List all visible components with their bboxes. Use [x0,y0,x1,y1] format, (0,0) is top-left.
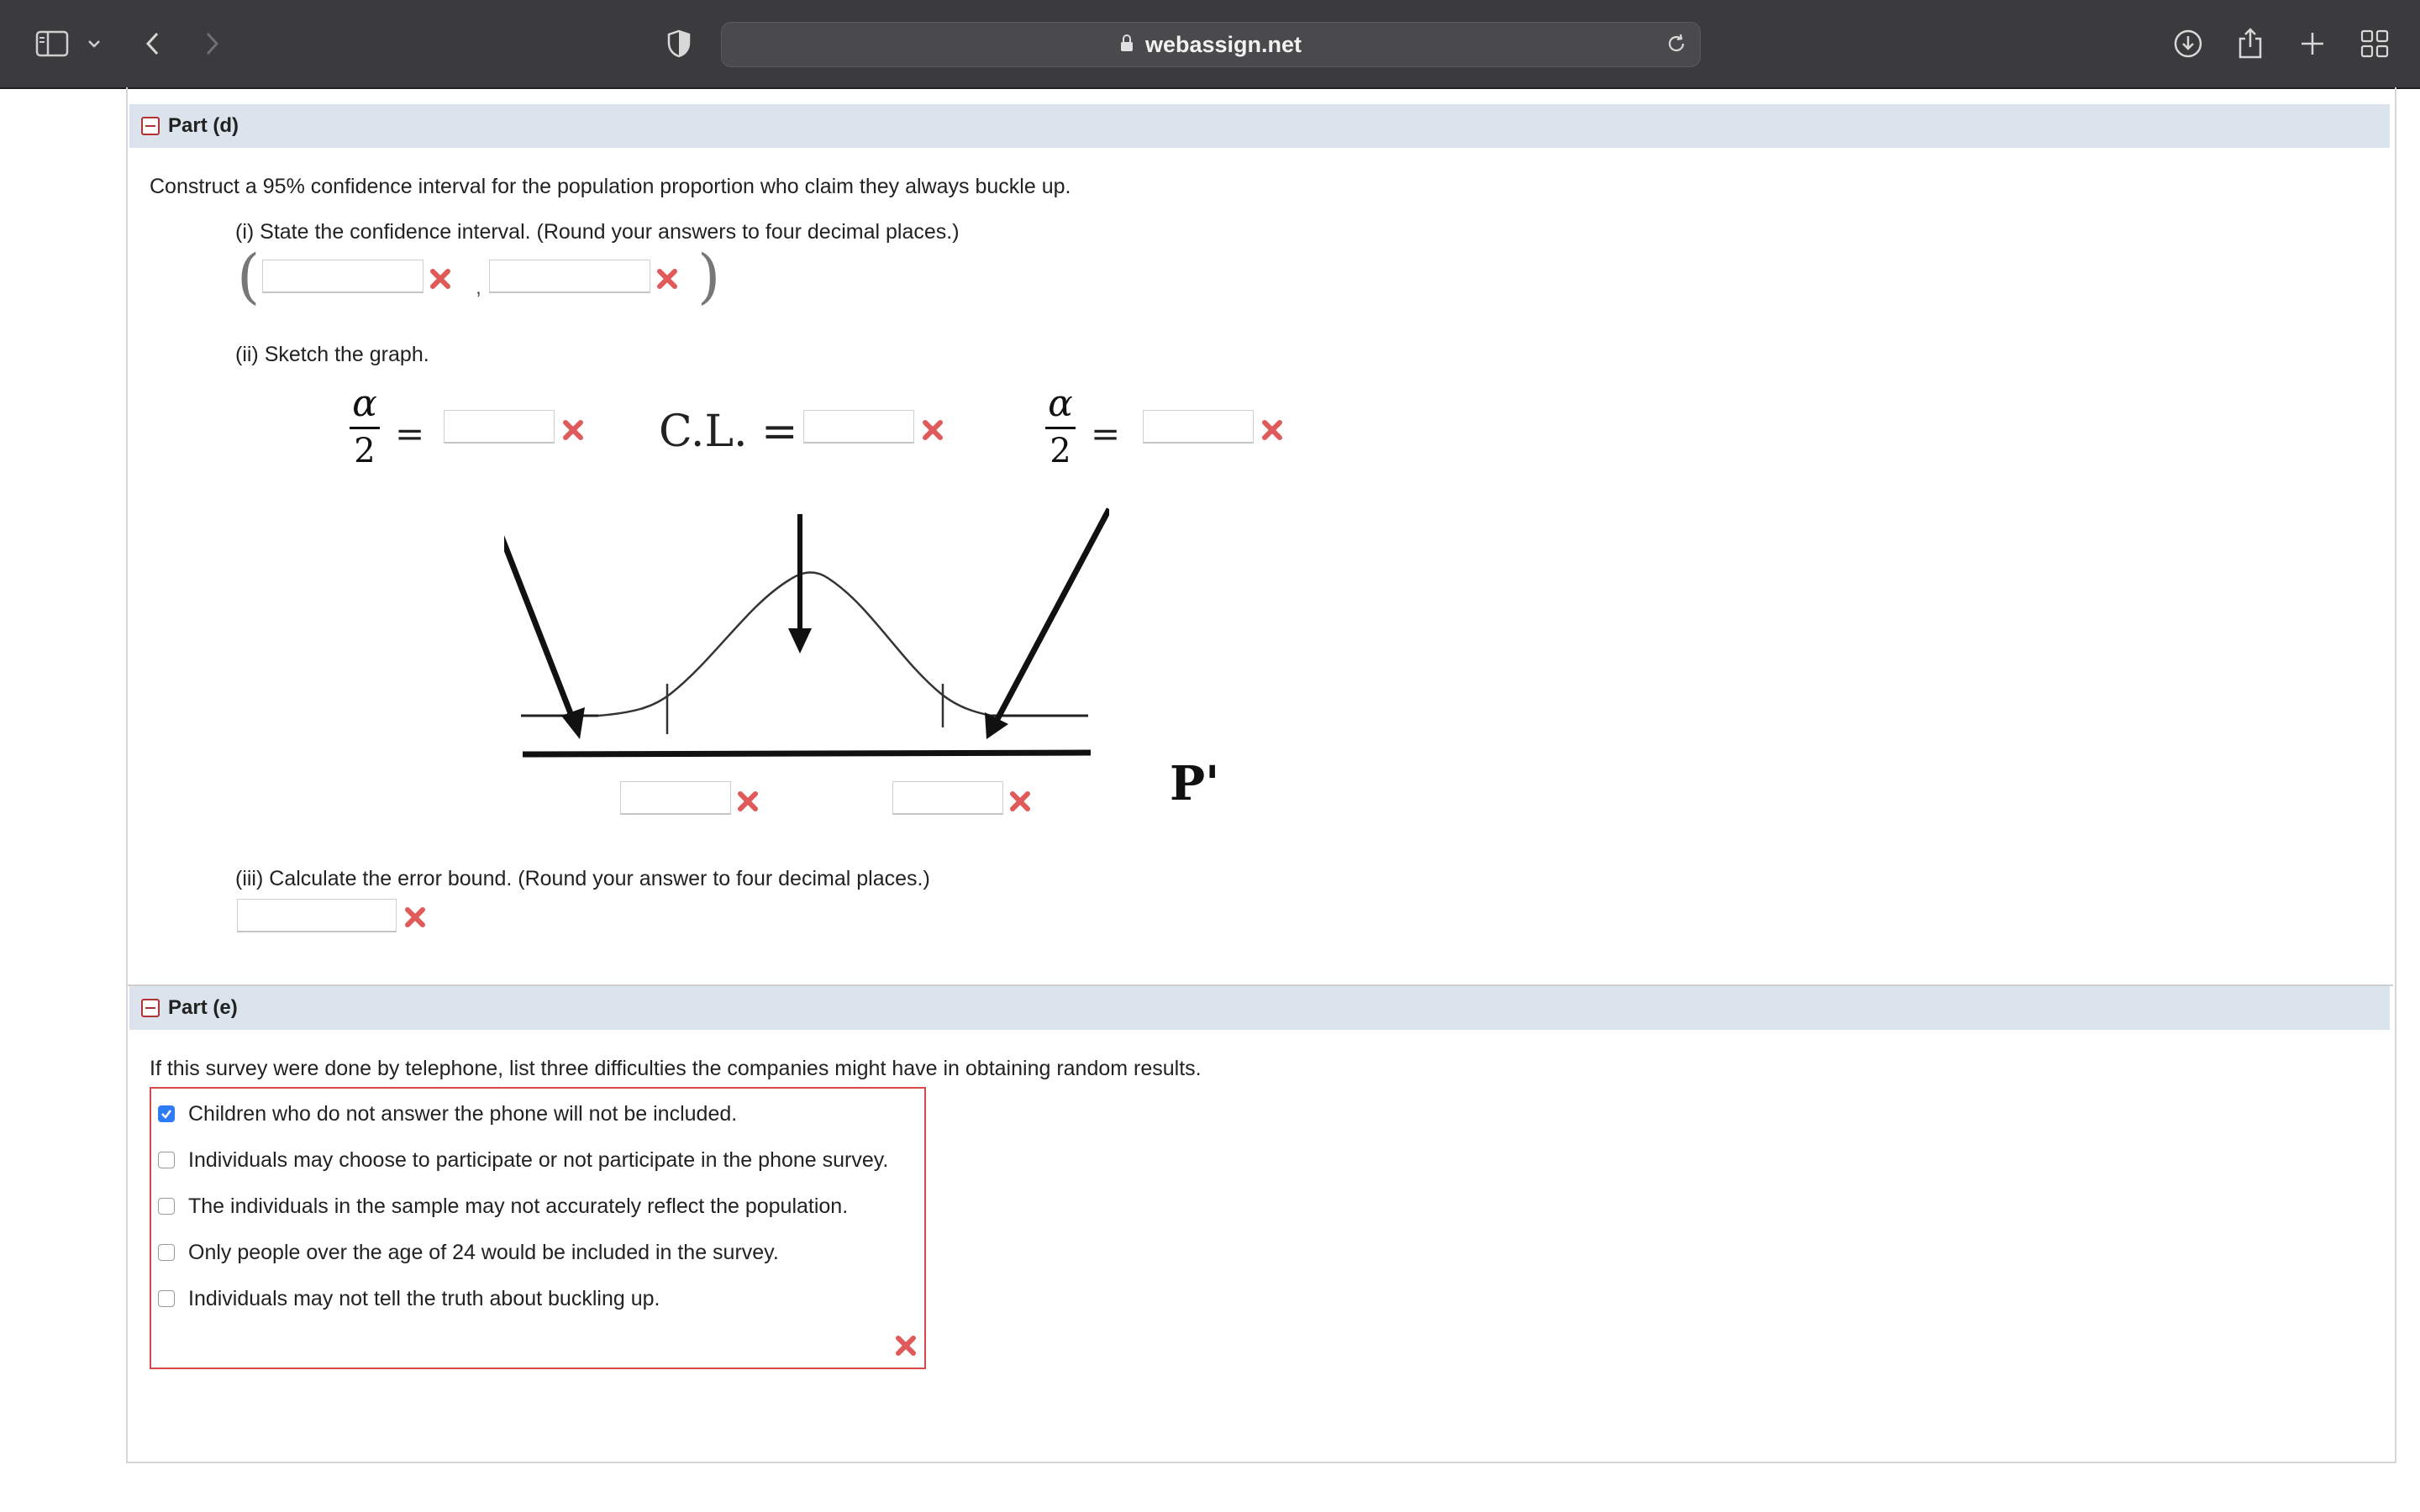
normal-curve-sketch [504,496,1109,773]
step-ii-label: (ii) Sketch the graph. [235,343,429,366]
incorrect-x-icon [403,906,427,929]
share-icon[interactable] [2228,22,2272,66]
confidence-level-label: C.L. = [659,407,798,457]
part-d-title: Part (d) [168,114,239,137]
sidebar-toggle-icon[interactable] [30,22,74,66]
url-text: webassign.net [1144,31,1302,57]
forward-icon[interactable] [190,22,234,66]
option-3[interactable] [158,1191,848,1221]
option-label: Only people over the age of 24 would be included in the survey. [188,1240,779,1264]
incorrect-x-icon [1260,418,1284,442]
answer-options-box [150,1087,926,1369]
incorrect-x-icon [561,418,585,442]
option-2[interactable] [158,1145,888,1175]
comma: , [476,276,481,299]
new-tab-icon[interactable] [2291,22,2334,66]
download-icon[interactable] [2166,22,2210,66]
option-label: Individuals may not tell the truth about buckling up. [188,1286,660,1310]
confidence-level-input[interactable] [803,410,914,444]
checkbox[interactable] [158,1290,175,1307]
ci-upper-input[interactable] [489,260,650,293]
checkbox[interactable] [158,1198,175,1215]
alpha-over-two-right: α 2 [1042,383,1079,471]
collapse-icon[interactable] [141,117,160,135]
incorrect-x-icon [655,267,679,291]
step-i-label: (i) State the confidence interval. (Round your answers to four decimal places.) [235,220,960,244]
back-icon[interactable] [131,22,175,66]
shield-icon[interactable] [657,22,701,66]
right-tail-input[interactable] [1143,410,1254,444]
incorrect-x-icon [921,418,944,442]
option-4[interactable] [158,1237,779,1268]
option-5[interactable] [158,1284,660,1314]
incorrect-x-icon [1008,790,1032,813]
error-bound-input[interactable] [237,899,397,932]
open-paren: ( [237,242,260,311]
collapse-icon[interactable] [141,999,160,1017]
right-bound-input[interactable] [892,781,1003,815]
part-e-header[interactable] [129,986,2390,1030]
checkbox[interactable] [158,1244,175,1261]
left-tail-input[interactable] [444,410,555,444]
chevron-down-icon[interactable] [77,22,111,66]
option-label: The individuals in the sample may not accurately reflect the population. [188,1194,849,1218]
alpha-over-two-left: α 2 [346,383,383,471]
option-label: Individuals may choose to participate or not participate in the phone survey. [188,1147,889,1172]
part-d-prompt: Construct a 95% confidence interval for the population proportion who claim they always buckle up. [150,175,1071,198]
part-d-header[interactable] [129,104,2390,148]
checkbox-checked[interactable] [158,1105,175,1122]
incorrect-x-icon [429,267,452,291]
checkmark-icon [160,1108,172,1120]
option-1[interactable] [158,1099,737,1129]
left-bound-input[interactable] [620,781,731,815]
incorrect-x-icon [894,1334,918,1357]
equals-sign: = [395,413,425,454]
option-label: Children who do not answer the phone will not be included. [188,1101,738,1126]
browser-toolbar [0,0,2420,89]
incorrect-x-icon [736,790,760,813]
tab-overview-icon[interactable] [2353,22,2396,66]
checkbox[interactable] [158,1152,175,1168]
part-e-prompt: If this survey were done by telephone, list three difficulties the companies might have in obtaining random results. [150,1057,1202,1080]
step-iii-label: (iii) Calculate the error bound. (Round your answer to four decimal places.) [235,867,930,890]
address-bar[interactable] [721,22,1701,67]
reload-icon[interactable] [1665,32,1688,60]
axis-label-p-prime: P' [1170,756,1220,811]
part-e-title: Part (e) [168,996,238,1019]
equals-sign: = [1091,413,1121,454]
ci-lower-input[interactable] [262,260,424,293]
close-paren: ) [697,242,721,311]
lock-icon [1120,32,1134,58]
